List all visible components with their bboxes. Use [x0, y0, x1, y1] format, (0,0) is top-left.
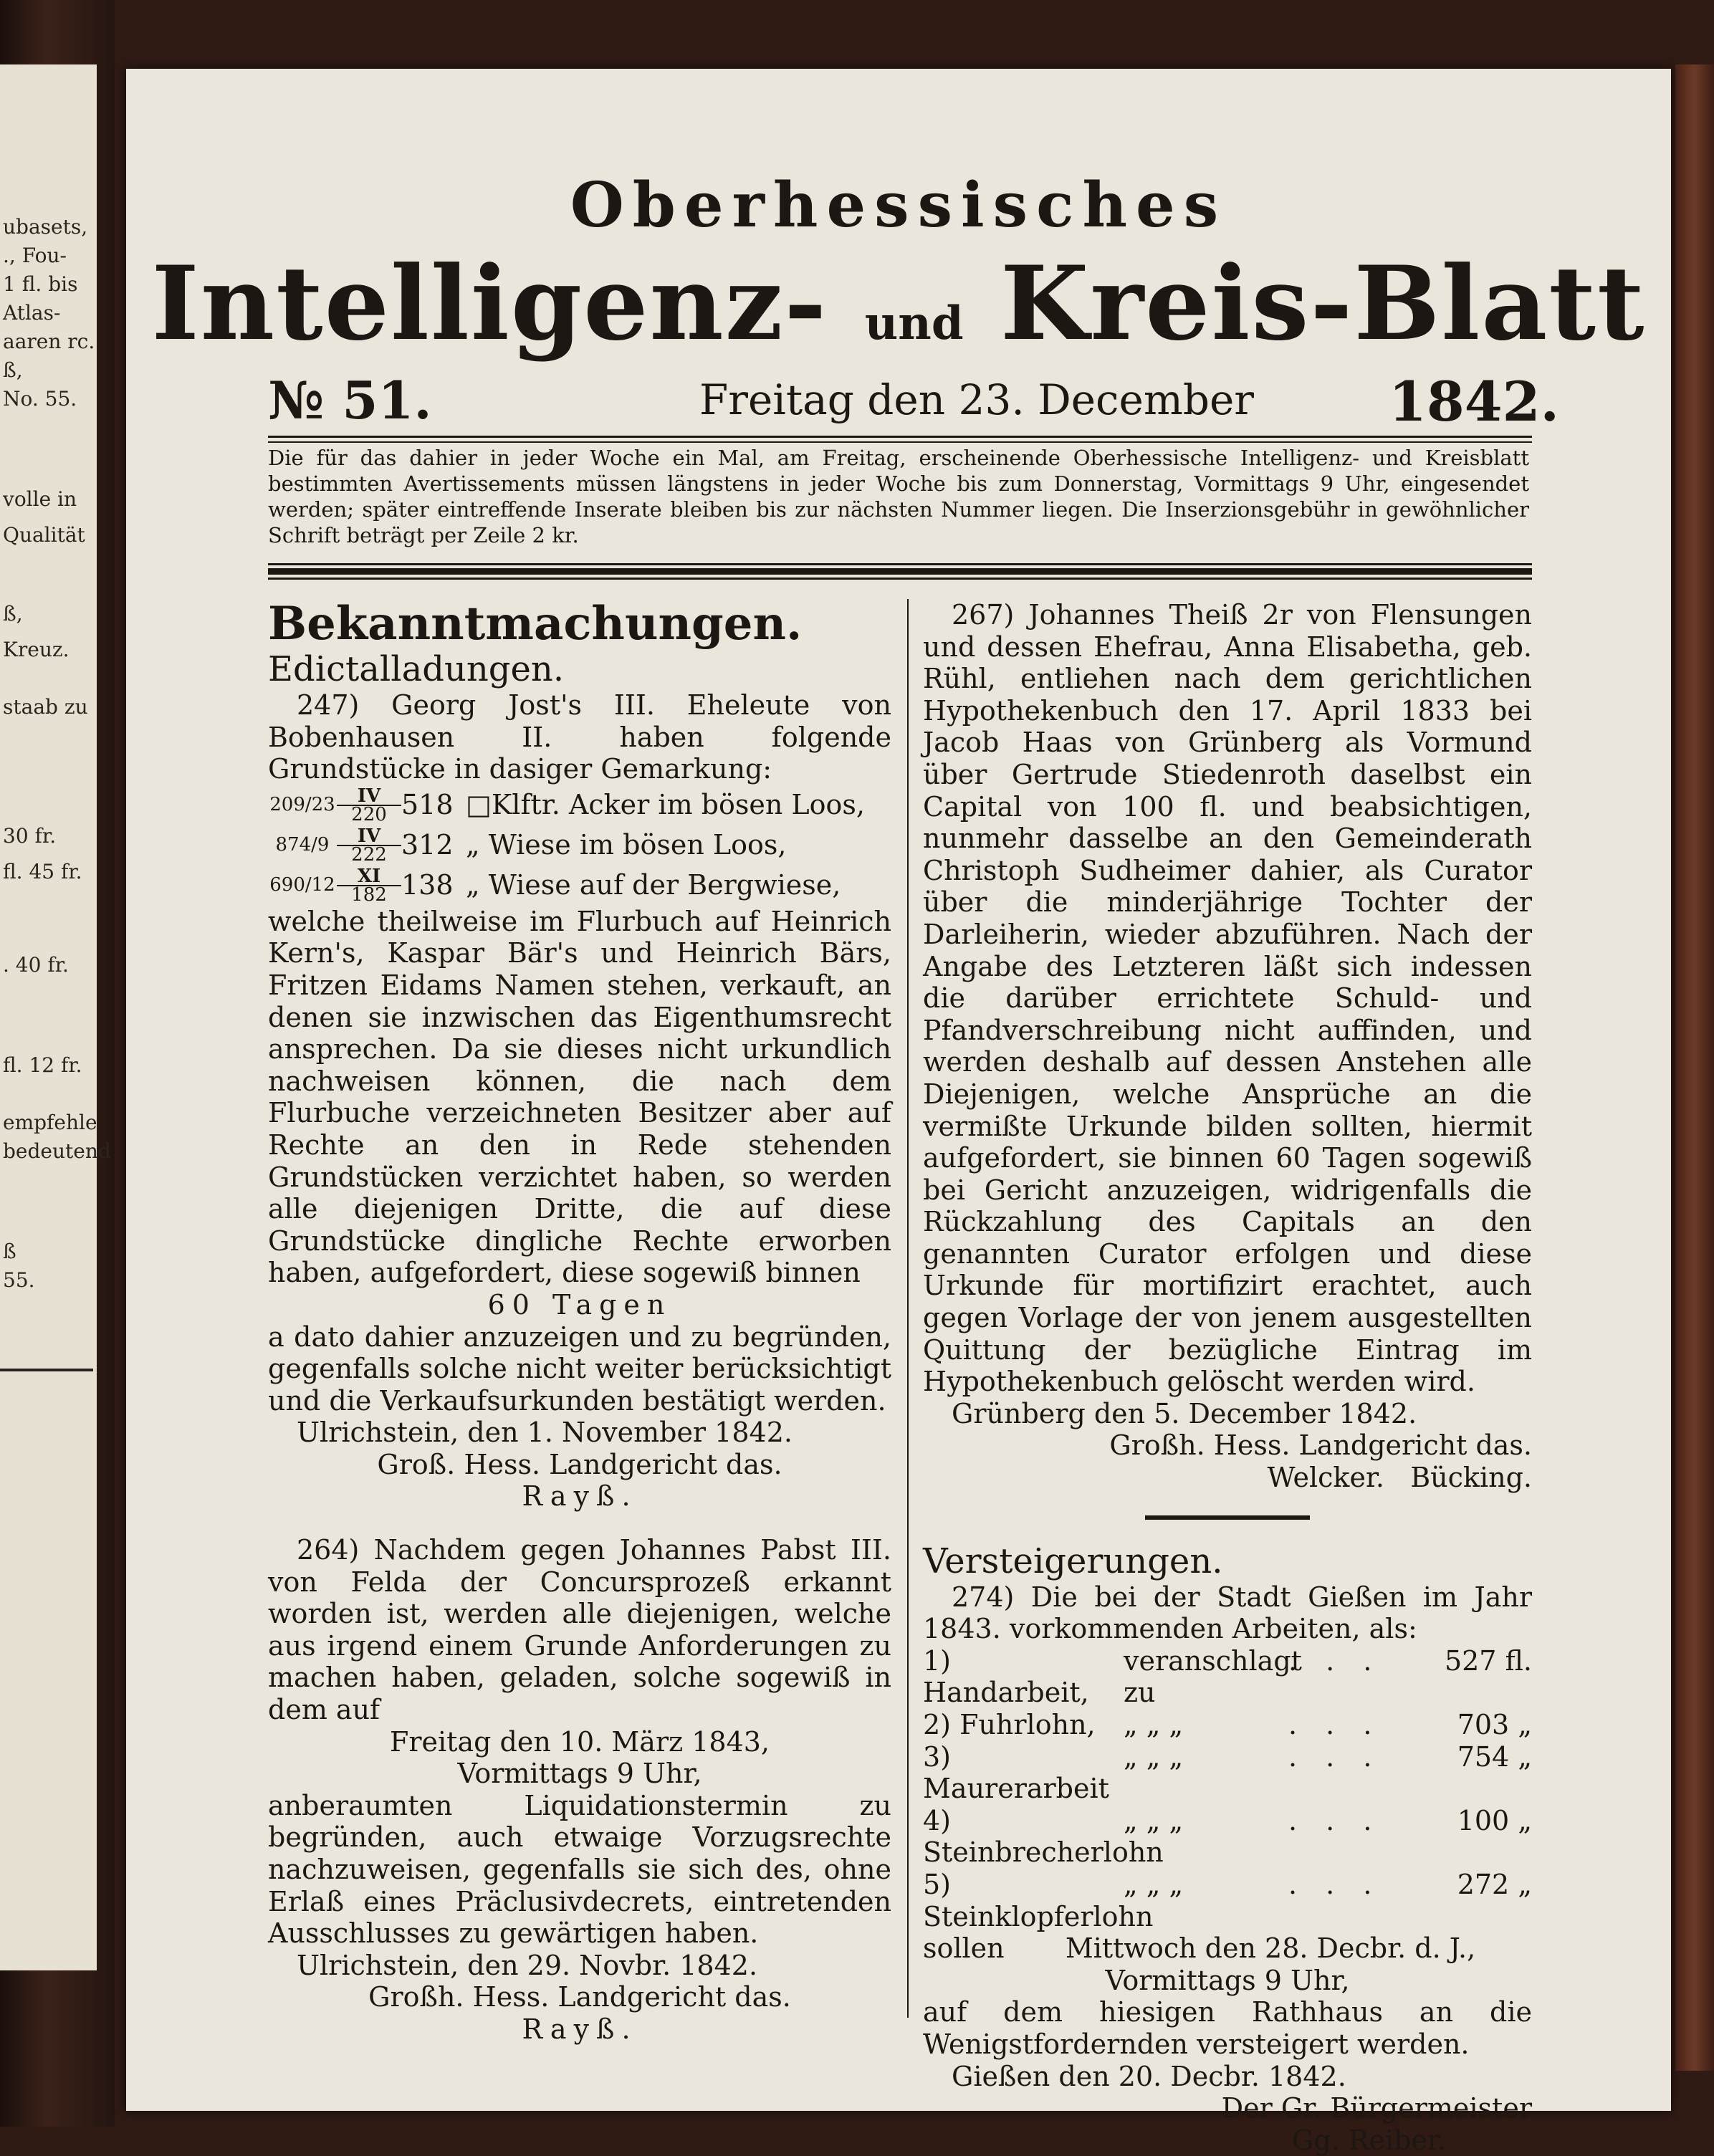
flur-number: 220: [351, 803, 387, 825]
heading-announcements: Bekanntmachungen.: [268, 597, 803, 651]
issue-year: 1842.: [1389, 370, 1559, 433]
notice-274-signer1: Der Gr. Bürgermeister: [1221, 2092, 1532, 2124]
notice-247-body: welche theilweise im Flurbuch auf Heinrich Kern's, Kaspar Bär's und Heinrich Bärs, Fritzen Eidams Namen stehen, verkauft, an denen sie inzwischen das Eigenthumsrecht ansprechen. Da sie dieses nicht urkundlich nachweisen können, die nach dem Flurbuche verzeichneten Besitzer aber auf Rechte an den in Rede stehenden Grundstücken verzichtet haben, so werden alle diejenigen Dritte, die auf diese Grundstücke dingliche Rechte erworben haben, aufgefordert, diese sogewiß binnen: [268, 905, 891, 1289]
notice-264-body: 264) Nachdem gegen Johannes Pabst III. von Felda der Concursprozeß erkannt worden ist, werden alle diejenigen, welche aus irgend einem Grunde Anforderungen zu machen haben, geladen, solche sogewiß in dem auf: [268, 1534, 891, 1726]
notice-264-court: Großh. Hess. Landgericht das.: [368, 1981, 791, 2013]
parcel-area: 312: [401, 829, 454, 861]
cost-name: 2) Fuhrlohn,: [923, 1709, 1096, 1740]
newspaper-page: [126, 69, 1671, 2156]
flur-number: 222: [351, 843, 387, 866]
left-fragment: No. 55.: [3, 387, 77, 411]
cost-row: [923, 1709, 1532, 1741]
notice-274-intro: 274) Die bei der Stadt Gießen im Jahr 1843. vorkommenden Arbeiten, als:: [923, 1581, 1532, 1645]
left-fragment: fl. 12 fr.: [3, 1053, 82, 1077]
left-fragment: . 40 fr.: [3, 953, 69, 977]
cost-value: 100 „: [1457, 1804, 1532, 1836]
cost-name: 3) Maurerarbeit: [923, 1740, 1109, 1805]
left-column: [268, 599, 891, 2046]
cost-dots: . . .: [1288, 1644, 1382, 1677]
flur-roman: IV: [337, 828, 401, 846]
issue-number: № 51.: [268, 370, 432, 431]
left-page-fragment: [0, 64, 111, 1970]
subscription-notice: Die für das dahier in jeder Woche ein Mal, am Freitag, erscheinende Oberhessische Intelligenz- und Kreisblatt bestimmten Avertissements müssen längstens in jeder Woche bis zum Donnerstag, Vormittags 9 Uhr, eingesendet werden; später eintreffende Inserate bleiben bis zur nächsten Nummer liegen. Die Inserzionsgebühr in gewöhnlicher Schrift beträgt per Zeile 2 kr.: [268, 446, 1529, 547]
parcel-desc: „ Wiese auf der Bergwiese,: [466, 869, 841, 901]
parcel-flur: [337, 787, 401, 823]
notice-267-body: 267) Johannes Theiß 2r von Flensungen und dessen Ehefrau, Anna Elisabetha, geb. Rühl, entliehen nach dem gerichtlichen Hypothekenbuch den 17. April 1833 bei Jacob Haas von Grünberg als Vormund über Gertrude Stiedenroth daselbst ein Capital von 100 fl. und beabsichtigen, nunmehr dasselbe an den Gemeinderath Christoph Sudheimer dahier, als Curator über die minderjährige Tochter der Darleiherin, wieder abzuführen. Nach der Angabe des Letzteren läßt sich indessen die darüber errichtete Schuld- und Pfandverschreibung nicht auffinden, und werden deshalb auf dessen Anstehen alle Diejenigen, welche Ansprüche an die vermißte Urkunde bilden sollten, hiermit aufgefordert, sie binnen 60 Tagen sogewiß bei Gericht anzuzeigen, widrigenfalls die Rückzahlung des Capitals an den genannten Curator erfolgen und diese Urkunde für mortifizirt erachtet, auch gegen Vorlage der von jenem ausgestellten Quittung der bezügliche Eintrag im Hypothekenbuch gelöscht werden wird.: [923, 599, 1532, 1398]
cost-row: [923, 1805, 1532, 1869]
rule: [268, 563, 1532, 565]
cost-value: 527 fl.: [1444, 1644, 1532, 1677]
left-fragment: 55.: [3, 1268, 35, 1292]
masthead-word: Kreis-Blatt: [1000, 244, 1646, 363]
left-fragment: aaren rc.: [3, 330, 95, 353]
notice-264-place-date: Ulrichstein, den 29. Novbr. 1842.: [297, 1949, 758, 1981]
cost-row: [923, 1869, 1532, 1932]
parcel-number: 690/12: [269, 874, 335, 896]
parcel-flur: [337, 865, 401, 906]
cost-qualifier: „ „ „: [1124, 1804, 1184, 1836]
flur-roman: IV: [337, 787, 401, 806]
notice-247-intro: 247) Georg Jost's III. Eheleute von Bobenhausen II. haben folgende Grundstücke in dasiger Gemarkung:: [268, 689, 891, 785]
rule: [268, 578, 1532, 580]
notice-247-place-date: Ulrichstein, den 1. November 1842.: [297, 1417, 793, 1449]
auction-when: [923, 1932, 1532, 1965]
notice-274-place-date: Gießen den 20. Decbr. 1842.: [952, 2060, 1346, 2092]
left-divider: [0, 1369, 93, 1371]
cost-qualifier: veranschlagt zu: [1124, 1644, 1302, 1709]
cost-name: 4) Steinbrecherlohn: [923, 1804, 1164, 1869]
left-fragment: ., Fou-: [3, 244, 67, 267]
parcel-row: [268, 866, 891, 906]
left-fragment: ß,: [3, 602, 23, 626]
cost-row: [923, 1645, 1532, 1709]
left-fragment: empfehle: [3, 1111, 97, 1134]
parcel-area: 518: [401, 789, 454, 821]
notice-267-court: Großh. Hess. Landgericht das.: [1109, 1429, 1532, 1462]
when-date: Mittwoch den 28. Decbr. d. J.,: [1065, 1932, 1476, 1965]
cost-row: [923, 1741, 1532, 1805]
notice-274-signer2: Gg. Reiber.: [1292, 2124, 1446, 2156]
heading-auctions: Versteigerungen.: [923, 1541, 1223, 1581]
parcel-desc: □Klftr. Acker im bösen Loos,: [466, 789, 865, 821]
notice-274-body2: auf dem hiesigen Rathhaus an die Wenigstfordernden versteigert werden.: [923, 1996, 1532, 2060]
separator: [1145, 1515, 1310, 1520]
masthead-und: und: [864, 297, 964, 350]
masthead-line2: [126, 244, 1671, 363]
notice-247-signer: Rayß.: [522, 1480, 638, 1513]
heading-edict: Edictalladungen.: [268, 649, 565, 689]
column-divider: [907, 599, 909, 2018]
parcel-row: [268, 785, 891, 825]
left-fragment: ß,: [3, 358, 23, 382]
rule: [268, 436, 1532, 438]
notice-247-term: 60 Tagen: [487, 1288, 672, 1321]
masthead-line1: Oberhessisches: [570, 169, 1227, 241]
cost-name: 5) Steinklopferlohn: [923, 1868, 1154, 1932]
cost-dots: . . .: [1288, 1868, 1382, 1900]
cost-value: 272 „: [1457, 1868, 1532, 1900]
notice-267-place-date: Grünberg den 5. December 1842.: [952, 1397, 1417, 1429]
notice-264-date: Freitag den 10. März 1843,: [390, 1725, 770, 1758]
parcel-flur: [337, 825, 401, 866]
page-edge: [1675, 64, 1714, 2071]
parcel-number: 209/23: [269, 794, 335, 816]
cost-dots: . . .: [1288, 1709, 1382, 1740]
cost-qualifier: „ „ „: [1124, 1709, 1184, 1740]
cost-name: 1) Handarbeit,: [923, 1644, 1089, 1709]
left-fragment: fl. 45 fr.: [3, 860, 82, 883]
flur-roman: XI: [337, 868, 401, 886]
parcel-desc: „ Wiese im bösen Loos,: [466, 829, 787, 861]
left-fragment: Qualität: [3, 523, 85, 547]
cost-qualifier: „ „ „: [1124, 1868, 1184, 1900]
flur-number: 182: [351, 883, 387, 906]
left-fragment: 30 fr.: [3, 824, 57, 848]
parcel-row: [268, 825, 891, 866]
cost-dots: . . .: [1288, 1804, 1382, 1836]
rule-thick: [268, 568, 1532, 575]
issue-date: Freitag den 23. December: [699, 375, 1255, 424]
left-fragment: volle in: [3, 487, 77, 511]
rule: [268, 441, 1532, 443]
cost-value: 754 „: [1457, 1740, 1532, 1773]
cost-value: 703 „: [1457, 1709, 1532, 1740]
notice-267-signers: Welcker. Bücking.: [1267, 1462, 1532, 1494]
left-fragment: Kreuz.: [3, 638, 70, 661]
notice-247-court: Groß. Hess. Landgericht das.: [377, 1448, 782, 1480]
parcel-number: 874/9: [275, 834, 330, 856]
left-fragment: 1 fl. bis: [3, 272, 78, 296]
parcel-area: 138: [401, 869, 454, 901]
left-fragment: bedeutend: [3, 1139, 111, 1163]
notice-264-signer: Rayß.: [522, 2013, 638, 2045]
cost-dots: . . .: [1288, 1740, 1382, 1773]
auction-time: Vormittags 9 Uhr,: [1105, 1964, 1350, 1996]
notice-247-body2: a dato dahier anzuzeigen und zu begründen, gegenfalls solche nicht weiter berücksichtigt und die Verkaufsurkunden bestätigt werden.: [268, 1321, 891, 1417]
when-label: sollen: [923, 1932, 1005, 1965]
left-fragment: ubasets,: [3, 215, 88, 239]
left-fragment: Atlas-: [3, 301, 61, 325]
left-fragment: ß: [3, 1240, 16, 1263]
notice-264-time: Vormittags 9 Uhr,: [457, 1758, 702, 1790]
cost-qualifier: „ „ „: [1124, 1740, 1184, 1773]
right-column: [923, 599, 1532, 2156]
left-fragment: staab zu: [3, 695, 88, 719]
masthead-word: Intelligenz-: [151, 244, 828, 363]
notice-264-body2: anberaumten Liquidationstermin zu begründen, auch etwaige Vorzugsrechte nachzuweisen, gegenfalls sie sich des, ohne Erlaß eines Präclusivdecrets, eintretenden Ausschlusses zu gewärtigen haben.: [268, 1789, 891, 1950]
